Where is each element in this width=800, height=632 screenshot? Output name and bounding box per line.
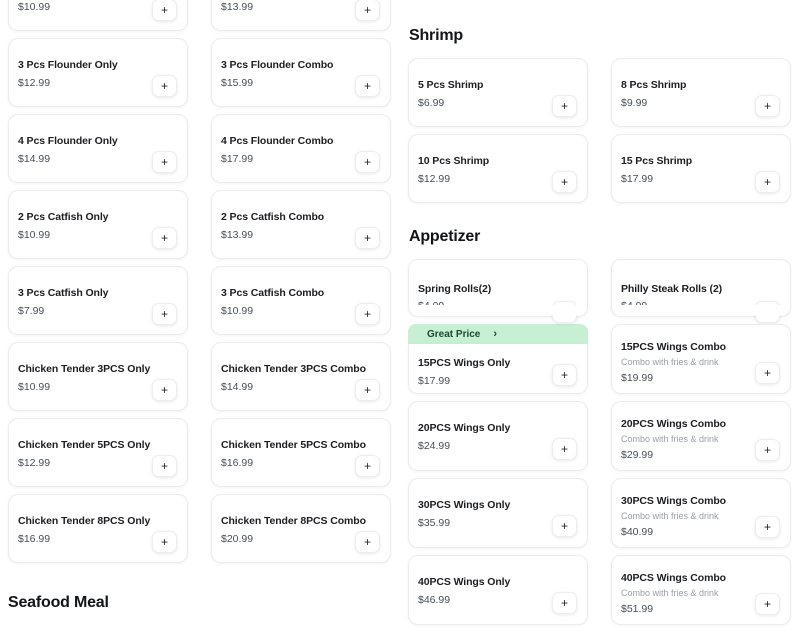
item-title: 4 Pcs Flounder Combo (221, 135, 334, 147)
menu-item-card[interactable] (408, 555, 588, 625)
item-title: 3 Pcs Catfish Combo (221, 287, 325, 299)
item-price: $24.99 (418, 440, 451, 452)
menu-item-card[interactable] (211, 494, 391, 563)
plus-icon: + (363, 383, 371, 397)
item-subtitle: Combo with fries & drink (621, 588, 719, 598)
menu-item-card[interactable] (611, 58, 791, 127)
item-price: $14.99 (221, 381, 254, 393)
card-row (8, 342, 391, 411)
item-title: 10 Pcs Shrimp (418, 155, 490, 167)
wings-card-rows (408, 324, 792, 625)
add-item-button[interactable] (552, 592, 577, 614)
add-item-button[interactable] (355, 0, 380, 21)
menu-item-card[interactable] (211, 418, 391, 487)
section-heading-appetizer: Appetizer (409, 228, 481, 245)
plus-icon: + (363, 535, 371, 549)
card-row (408, 58, 792, 127)
menu-item-card[interactable] (611, 324, 791, 394)
item-price: $10.99 (18, 381, 51, 393)
banner-label: Great Price (427, 328, 481, 340)
item-title: 3 Pcs Flounder Only (18, 59, 118, 71)
item-price: $12.99 (18, 77, 51, 89)
plus-icon: + (560, 596, 568, 610)
add-item-button[interactable] (152, 75, 177, 97)
plus-icon: + (160, 535, 168, 549)
item-price: $7.99 (18, 305, 45, 317)
card-row (408, 555, 792, 625)
add-item-button[interactable] (355, 151, 380, 173)
menu-right-panel (408, 0, 792, 632)
card-row (408, 259, 792, 317)
chevron-right-icon: › (493, 328, 498, 340)
menu-item-card[interactable] (611, 401, 791, 471)
item-price: $9.99 (621, 97, 648, 109)
item-title: 4 Pcs Flounder Only (18, 135, 118, 147)
item-title: Chicken Tender 3PCS Combo (221, 363, 366, 375)
menu-item-card[interactable] (211, 342, 391, 411)
item-title: 20PCS Wings Only (418, 422, 511, 434)
great-price-banner[interactable] (408, 324, 588, 344)
add-item-button[interactable] (755, 171, 780, 193)
menu-item-card[interactable] (611, 555, 791, 625)
plus-icon: + (363, 231, 371, 245)
add-item-button[interactable] (552, 171, 577, 193)
plus-icon: + (560, 442, 568, 456)
item-title: 30PCS Wings Only (418, 499, 511, 511)
item-subtitle: Combo with fries & drink (621, 434, 719, 444)
menu-item-card[interactable] (8, 418, 188, 487)
plus-icon: + (763, 99, 771, 113)
add-item-button[interactable] (152, 303, 177, 325)
plus-icon: + (763, 443, 771, 457)
add-item-button[interactable] (355, 531, 380, 553)
item-price: $16.99 (221, 457, 254, 469)
section-heading-partial: Seafood Meal (8, 594, 109, 611)
menu-item-card[interactable] (8, 494, 188, 563)
add-item-button[interactable] (355, 227, 380, 249)
add-item-button[interactable] (552, 364, 577, 386)
plus-icon: + (763, 366, 771, 380)
card-row (8, 38, 391, 107)
menu-item-card[interactable] (611, 259, 791, 317)
add-item-button[interactable] (755, 593, 780, 615)
menu-item-card[interactable] (8, 342, 188, 411)
plus-icon: + (363, 155, 371, 169)
add-item-button[interactable] (152, 0, 177, 21)
plus-icon: + (560, 99, 568, 113)
add-item-button[interactable] (355, 455, 380, 477)
item-title: 15PCS Wings Combo (621, 341, 726, 353)
plus-icon: + (363, 307, 371, 321)
add-item-button[interactable] (755, 362, 780, 384)
add-item-button[interactable] (552, 95, 577, 117)
plus-icon: + (160, 79, 168, 93)
item-price: $17.99 (418, 375, 451, 387)
add-item-button[interactable] (152, 455, 177, 477)
card-row (8, 494, 391, 563)
add-item-button[interactable] (355, 75, 380, 97)
clip-cover (613, 305, 789, 315)
item-title: 5 Pcs Shrimp (418, 79, 484, 91)
menu-item-card[interactable] (611, 478, 791, 548)
add-item-button[interactable] (355, 303, 380, 325)
card-row (8, 266, 391, 335)
menu-item-card[interactable] (211, 38, 391, 107)
menu-item-card[interactable] (8, 190, 188, 259)
shrimp-card-rows (408, 58, 792, 203)
card-row (8, 418, 391, 487)
item-price: $15.99 (221, 77, 254, 89)
plus-icon: + (160, 155, 168, 169)
item-price: $17.99 (621, 173, 654, 185)
item-title: Chicken Tender 3PCS Only (18, 363, 151, 375)
item-price: $10.99 (18, 1, 51, 13)
add-item-button[interactable] (755, 439, 780, 461)
item-title: 15 Pcs Shrimp (621, 155, 693, 167)
plus-icon: + (160, 231, 168, 245)
item-title: Philly Steak Rolls (2) (621, 283, 723, 295)
menu-item-card[interactable] (8, 114, 188, 183)
plus-icon: + (363, 3, 371, 17)
plus-icon: + (560, 175, 568, 189)
menu-item-card[interactable] (211, 266, 391, 335)
plus-icon: + (160, 383, 168, 397)
item-title: Chicken Tender 8PCS Only (18, 515, 151, 527)
card-row (408, 478, 792, 548)
item-title: 20PCS Wings Combo (621, 418, 726, 430)
plus-icon: + (160, 3, 168, 17)
item-title: 2 Pcs Catfish Combo (221, 211, 325, 223)
menu-item-card[interactable] (8, 266, 188, 335)
item-price: $20.99 (221, 533, 254, 545)
menu-item-card[interactable] (408, 259, 588, 317)
item-price: $14.99 (18, 153, 51, 165)
menu-item-card[interactable] (8, 0, 188, 31)
item-price: $29.99 (621, 449, 654, 461)
item-title: 3 Pcs Catfish Only (18, 287, 109, 299)
left-card-rows (8, 38, 391, 563)
menu-item-card[interactable] (408, 478, 588, 548)
item-price: $13.99 (221, 1, 254, 13)
item-title: 2 Pcs Catfish Only (18, 211, 109, 223)
card-row (8, 114, 391, 183)
plus-icon: + (363, 459, 371, 473)
plus-icon: + (763, 175, 771, 189)
add-item-button[interactable] (755, 95, 780, 117)
add-item-button[interactable] (552, 515, 577, 537)
item-price: $16.99 (18, 533, 51, 545)
add-item-button[interactable] (755, 516, 780, 538)
plus-icon: + (560, 519, 568, 533)
item-subtitle: Combo with fries & drink (621, 511, 719, 521)
menu-item-card[interactable] (211, 114, 391, 183)
add-item-button[interactable] (152, 151, 177, 173)
item-price: $12.99 (18, 457, 51, 469)
item-price: $17.99 (221, 153, 254, 165)
item-price: $13.99 (221, 229, 254, 241)
plus-icon: + (763, 597, 771, 611)
item-title: 15PCS Wings Only (418, 357, 511, 369)
menu-item-card[interactable] (408, 134, 588, 203)
item-title: Chicken Tender 5PCS Only (18, 439, 151, 451)
add-item-button[interactable] (152, 379, 177, 401)
card-row (408, 324, 792, 394)
plus-icon: + (763, 520, 771, 534)
item-title: Chicken Tender 5PCS Combo (221, 439, 366, 451)
add-item-button[interactable] (152, 227, 177, 249)
card-row (408, 401, 792, 471)
clip-cover (410, 305, 586, 315)
item-price: $6.99 (418, 97, 445, 109)
item-price: $40.99 (621, 526, 654, 538)
item-price: $46.99 (418, 594, 451, 606)
add-item-button[interactable] (355, 379, 380, 401)
card-row (8, 190, 391, 259)
item-title: 3 Pcs Flounder Combo (221, 59, 334, 71)
menu-item-card[interactable] (211, 0, 391, 31)
item-price: $51.99 (621, 603, 654, 615)
item-price: $19.99 (621, 372, 654, 384)
menu-item-card[interactable] (211, 190, 391, 259)
item-price: $10.99 (221, 305, 254, 317)
item-price: $35.99 (418, 517, 451, 529)
card-row (408, 134, 792, 203)
item-price: $10.99 (18, 229, 51, 241)
section-heading-shrimp: Shrimp (409, 27, 463, 44)
menu-left-panel (8, 0, 391, 570)
plus-icon: + (160, 459, 168, 473)
card-row (8, 0, 391, 31)
item-title: 30PCS Wings Combo (621, 495, 726, 507)
promo-card-unit (408, 324, 588, 394)
item-price: $12.99 (418, 173, 451, 185)
item-subtitle: Combo with fries & drink (621, 357, 719, 367)
plus-icon: + (363, 79, 371, 93)
add-item-button[interactable] (552, 438, 577, 460)
item-title: 40PCS Wings Combo (621, 572, 726, 584)
menu-item-card[interactable] (8, 38, 188, 107)
add-item-button[interactable] (152, 531, 177, 553)
menu-item-card[interactable] (611, 134, 791, 203)
menu-item-card[interactable] (408, 58, 588, 127)
item-title: Spring Rolls(2) (418, 283, 492, 295)
menu-item-card[interactable] (408, 344, 588, 394)
item-title: Chicken Tender 8PCS Combo (221, 515, 366, 527)
menu-item-card[interactable] (408, 401, 588, 471)
plus-icon: + (560, 368, 568, 382)
item-title: 40PCS Wings Only (418, 576, 511, 588)
plus-icon: + (160, 307, 168, 321)
item-title: 8 Pcs Shrimp (621, 79, 687, 91)
